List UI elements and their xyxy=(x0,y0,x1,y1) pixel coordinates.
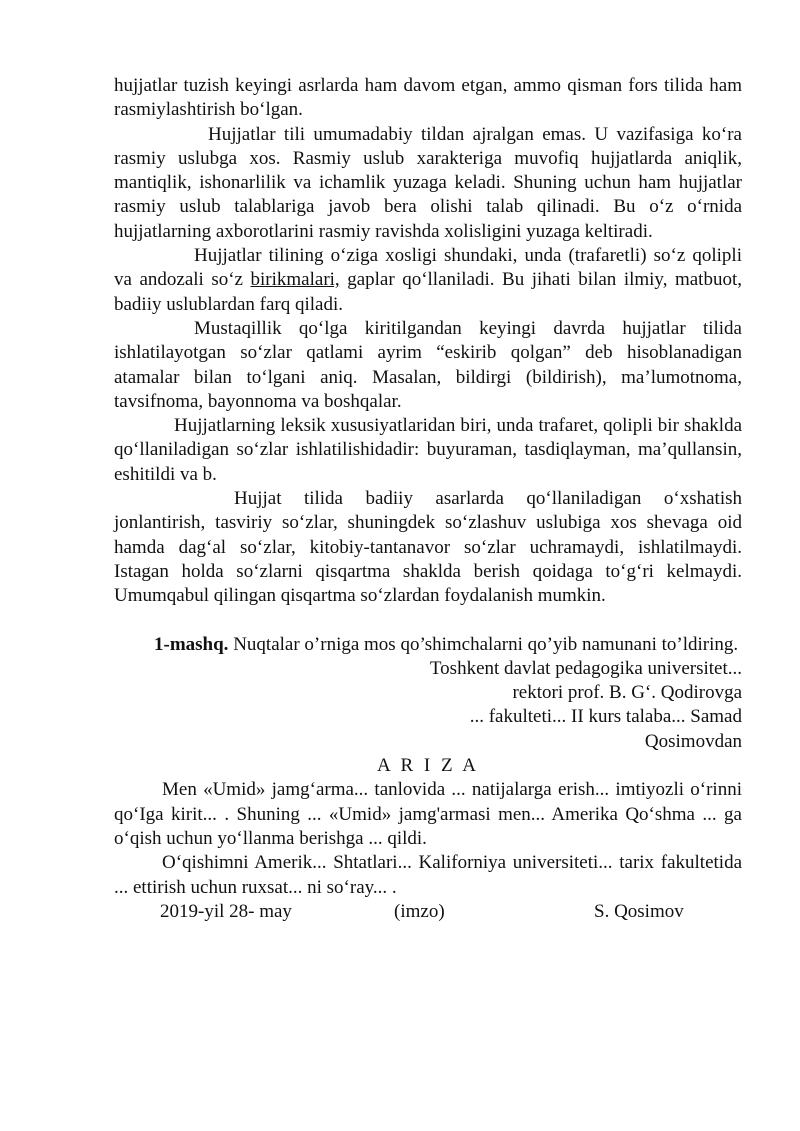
paragraph-style: Hujjat tilida badiiy asarlarda qo‘llaniladigan o‘xshatish jonlantirish, tasviriy so‘zlar, shuningdek so‘zlashuv uslubiga xos shevaga oid hamda dag‘al so‘zlar, kitobiy-tantanavor so‘zlar uchramaydi, ishlatilmaydi. Istagan holda so‘zlarni qisqartma shaklda berish qoidaga to‘g‘ri kelmaydi. Umumqabul qilingan qisqartma so‘zlardan foydalanish mumkin. xyxy=(114,488,742,607)
paragraph-specifics-b: gaplar qo‘llaniladi. Bu jihati bilan ilmiy, matbuot, badiiy uslublardan farq qiladi. xyxy=(114,269,742,315)
spacer xyxy=(114,609,742,633)
ariza-paragraph-2: O‘qishimni Amerik... Shtatlari... Kaliforniya universiteti... tarix fakultetida ... ettirish uchun ruxsat... ni so‘ray... . xyxy=(114,852,742,898)
exercise-heading xyxy=(114,633,742,657)
paragraph-independence: Mustaqillik qo‘lga kiritilgandan keyingi davrda hujjatlar tilida ishlatilayotgan so‘zlar qatlami ayrim “eskirib qolgan” deb hisoblanadigan atamalar bilan to‘lgani aniq. Masalan, bildirgi (bildirish), ma’lumotnoma, tavsifnoma, bayonnoma va boshqalar. xyxy=(114,317,742,412)
paragraph-intro: hujjatlar tuzish keyingi asrlarda ham davom etgan, ammo qisman fors tilida ham rasmiylashtirish bo‘lgan. xyxy=(114,75,742,121)
paragraph-lexical: Hujjatlarning leksik xususiyatlaridan biri, unda trafaret, qolipli bir shaklda qo‘llaniladigan so‘zlar ishlatilishidadir: buyuraman, tasdiqlayman, ma’qullansin, eshitildi va b. xyxy=(114,415,742,485)
addressee-line-3: ... fakulteti... II kurs talaba... Samad xyxy=(469,706,742,728)
addressee-line-1: Toshkent davlat pedagogika universitet... xyxy=(429,657,742,679)
addressee-line-4: Qosimovdan xyxy=(644,730,742,752)
paragraph-specifics-a: Hujjatlar tilining o‘ziga xosligi shundaki, unda (trafaretli) so‘z qolipli va andozali so‘z xyxy=(114,245,742,291)
underlined-word: birikmalari, xyxy=(250,269,340,291)
signature-date: 2019-yil 28- may xyxy=(160,900,292,922)
addressee-line-2: rektori prof. B. G‘. Qodirovga xyxy=(512,682,742,704)
exercise-label: 1-mashq. xyxy=(154,633,229,655)
ariza-title: A R I Z A xyxy=(377,755,479,777)
signature-name: S. Qosimov xyxy=(594,900,684,922)
exercise-instruction: Nuqtalar o’rniga mos qo’shimchalarni qo’yib namunani to’ldiring. xyxy=(228,633,739,655)
document-page xyxy=(114,74,742,924)
paragraph-specifics xyxy=(114,244,742,317)
signature-mark: (imzo) xyxy=(394,900,445,922)
signature-line xyxy=(114,900,742,924)
ariza-paragraph-1: Men «Umid» jamg‘arma... tanlovida ... natijalarga erish... imtiyozli o‘rinni qo‘Iga kirit... . Shuning ... «Umid» jamg'armasi men... Amerika Qo‘shma ... ga o‘qish uchun yo‘llanma berishga ... qildi. xyxy=(114,779,742,849)
paragraph-language: Hujjatlar tili umumadabiy tildan ajralgan emas. U vazifasiga ko‘ra rasmiy uslubga xos. Rasmiy uslub xarakteriga muvofiq hujjatlarda aniqlik, mantiqlik, ishonarlilik va ichamlik yuzaga keladi. Shuning uchun ham hujjatlar rasmiy uslub talablariga javob bera olishi talab qilinadi. Bu o‘z o‘rnida hujjatlarning axborotlarini rasmiy ravishda xolisligini yuzaga keltiradi. xyxy=(114,123,742,242)
